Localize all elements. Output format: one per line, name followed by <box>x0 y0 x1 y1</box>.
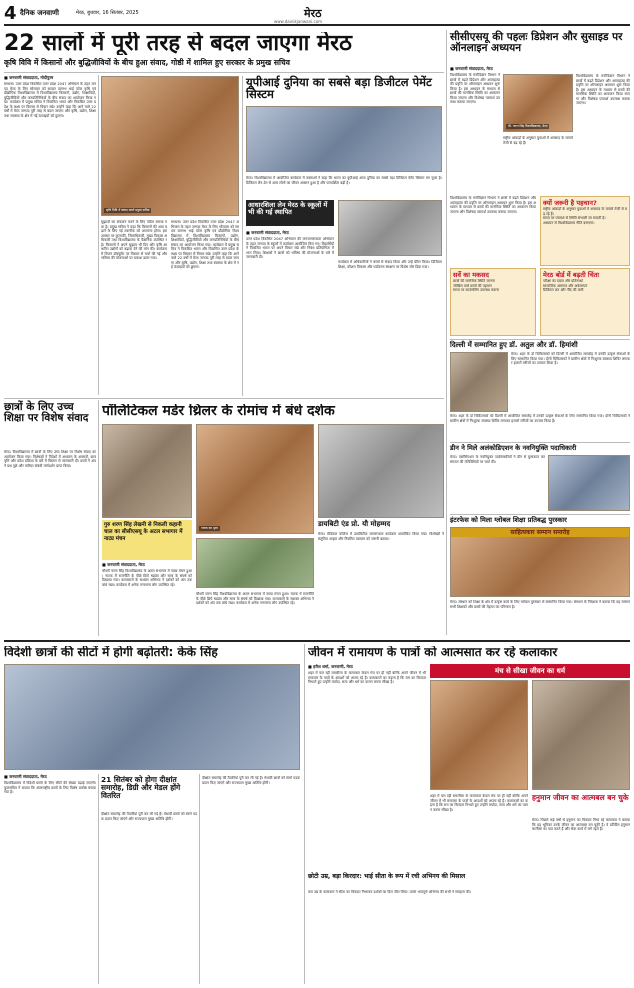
dean-headline: डीन ने मिले अलंकोडिएशन के नवनियुक्ति पदाधिकारी <box>450 444 577 452</box>
ccsu-body-3: राष्ट्रीय आंकड़ों के अनुसार युवाओं में अवसाद के मामले तेजी से बढ़ रहे हैं। <box>503 136 573 145</box>
lead-body-2: सुझावों का संकलन करने के लिए पोर्टल बनाया गया है। प्रमुख सचिव ने कहा कि किसानों की आय बढ़ाने के लिए नई तकनीक को अपनाना होगा। इस अवसर पर कुलपति, जिलाधिकारी, मुख्य विकास अधिकारी तथा विश्वविद्यालय के वैज्ञानिक उपस्थित रहे। किसानों ने अपने सुझाव भी दिए और कृषि आधारित उद्योगों को बढ़ावा देने की मांग की। कार्यक्रम में विजन डॉक्यूमेंट पर विस्तार से चर्चा की गई और भविष्य की योजनाओं पर प्रकाश डाला गया। <box>101 220 167 260</box>
ramayan-photo-2 <box>532 680 630 790</box>
ccsu-byline: ■ जनवाणी संवाददाता, मेरठ <box>450 66 493 71</box>
ramayan-byline: ■ हरीश शर्मा, जनवाणी, मेरठ <box>308 664 353 669</box>
lead-subhead: कृषि विवि में किसानों और बुद्धिजीवियों के बीच हुआ संवाद, गोष्ठी में शामिल हुए सरकार के प्रमुख सचिव <box>4 58 290 67</box>
doc-headline: डायबिटी एंड प्रो. यौ मोहम्मद <box>318 520 391 528</box>
award-headline: इंटरफेस को मिला ग्लोबल शिक्षा प्रतिबद्ध पुरस्कार <box>450 516 567 524</box>
ramayan-body: शहर में चल रही रामलीला के कलाकार केवल मंच पर ही नहीं बल्कि अपने जीवन में भी रामायण के पात्रों के आदर्शों को अपना रहे हैं। कलाकारों का कहना है कि राम का किरदार निभाते हुए उन्होंने मर्यादा, सत्य और धर्म का पालन करना सीखा है। <box>308 671 426 684</box>
foreign-body: विश्वविद्यालय में विदेशी छात्रों के लिए सीटों की संख्या बढ़ाई जाएगी। कुलसचिव ने बताया कि अंतरराष्ट्रीय छात्रों के लिए विशेष प्रकोष्ठ बनाया गया है। <box>4 781 96 794</box>
delhi-headline: दिल्ली में सम्मानित हुए डॉ. अतुल और डॉ. हिमांशी <box>450 341 578 349</box>
dean-body: मेरठ। एसोसिएशन के नवनियुक्त पदाधिकारियों ने डीन से मुलाकात कर संगठन की गतिविधियों पर चर्चा की। <box>450 455 545 464</box>
dean-photo <box>548 455 630 511</box>
students-headline: छात्रों के लिए उच्च शिक्षा पर विशेष संवाद <box>4 401 89 425</box>
goal-item: छात्रों की मानसिक स्थिति जानना <box>453 279 495 283</box>
doc-body: मेरठ। मेडिकल कॉलेज में डायबिटीज जागरूकता कार्यक्रम आयोजित किया गया। विशेषज्ञों ने संतुलित आहार और नियमित व्यायाम को जरूरी बताया। <box>318 532 444 541</box>
lead-photo: कृषि विवि में संवाद करते प्रमुख सचिव <box>101 76 239 216</box>
school-byline: ■ जनवाणी संवाददाता, मेरठ <box>246 230 289 235</box>
hanuman-body: मेरठ। पिछले कई वर्षों से हनुमान का किरदार निभा रहे कलाकार ने बताया कि यह भूमिका उनके जीवन का आत्मबल बन चुकी है। वे प्रतिदिन हनुमान चालीसा का पाठ करते हैं और सेवा कार्य में लगे रहते हैं। <box>532 818 630 831</box>
school-body: उत्तर प्रदेश विकसित 2047 अभियान की जनजागरूकता अभियान के तहत जनपद के स्कूलों में कार्यक्रम आयोजित किए गए। विद्यार्थियों ने विकसित भारत पर अपने विचार रखे और निबंध प्रतियोगिता में भाग लिया। शिक्षकों ने छात्रों को भविष्य की योजनाओं के बारे में जानकारी दी। <box>246 237 334 259</box>
ramayan-box-title: मंच से सीखा जीवन का धर्म <box>494 667 566 675</box>
foreign-headline: विदेशी छात्रों की सीटों में होगी बढ़ोतरी: केके सिंह <box>4 646 218 659</box>
delhi-body-2: मेरठ। शहर के दो चिकित्सकों को दिल्ली में आयोजित समारोह में उनकी उत्कृष्ट सेवाओं के लिए सम्मानित किया गया। दोनों चिकित्सकों ने ग्रामीण क्षेत्रों में निःशुल्क स्वास्थ्य शिविर लगाकर हजारों मरीजों का उपचार किया है। <box>450 414 630 423</box>
ccsu-body: विश्वविद्यालय के मनोविज्ञान विभाग ने छात्रों में बढ़ते डिप्रेशन और आत्महत्या की प्रवृत्ति पर ऑनलाइन अध्ययन शुरू किया है। इस अध्ययन के माध्यम से छात्रों की मानसिक स्थिति का आकलन किया जाएगा और विशेषज्ञ परामर्श उपलब्ध कराया जाएगा। <box>450 73 500 104</box>
ccsu-headline: सीसीएसयू की पहलः डिप्रेशन और सुसाइड पर ऑनलाइन अध्ययन <box>450 31 623 55</box>
thriller-sub-box <box>102 520 192 560</box>
masthead <box>4 4 630 26</box>
why-box <box>540 196 630 266</box>
ccsu-body-2: विश्वविद्यालय के मनोविज्ञान विभाग ने छात्रों में बढ़ते डिप्रेशन और आत्महत्या की प्रवृत्ति पर ऑनलाइन अध्ययन शुरू किया है। इस अध्ययन के माध्यम से छात्रों की मानसिक स्थिति का आकलन किया जाएगा और विशेषज्ञ परामर्श उपलब्ध कराया जाएगा। <box>576 74 630 105</box>
lead-body: सरधना। उत्तर प्रदेश विकसित उत्तर प्रदेश 2047 अभियान के तहत जनपद मेरठ के लिए सोमवार को सरदार वल्लभ भाई पटेल कृषि एवं प्रौद्योगिक विश्वविद्यालय में विश्वविद्यालय किसानों, उद्योग, शिक्षाविदों, बुद्धिजीवियों और जनप्रतिनिधियों के बीच संवाद का आयोजन किया गया। कार्यक्रम में प्रमुख सचिव ने विकसित भारत और विकसित उत्तर प्रदेश के लक्ष्य पर विस्तार से विचार रखे। उन्होंने कहा कि आने वाले 22 वर्षों में मेरठ जनपद पूरी तरह से बदल जाएगा और कृषि, उद्योग, शिक्षा तथा स्वास्थ्य के क्षेत्र में नई ऊंचाइयों को छुएगा। <box>4 82 96 118</box>
ramayan-photo-1 <box>430 680 528 790</box>
board-title: मेरठ बोर्ड में बढ़ती चिंता <box>543 271 600 279</box>
upi-photo <box>246 106 442 172</box>
board-item: परीक्षा का दबाव और प्रतिस्पर्धा <box>543 279 583 283</box>
paper-name: दैनिक जनवाणी <box>20 9 59 17</box>
goal-item: समय पर काउंसलिंग उपलब्ध कराना <box>453 288 500 292</box>
ramayan-box <box>430 664 630 678</box>
why-title: क्यों जरूरी है पहचान? <box>543 199 597 207</box>
thriller-byline: ■ जनवाणी संवाददाता, मेरठ <box>102 562 145 567</box>
award-body: मेरठ। संस्थान को शिक्षा के क्षेत्र में उत्कृष्ट कार्य के लिए ग्लोबल पुरस्कार से सम्मानित किया गया। संस्थान के निदेशक ने बताया कि यह सम्मान सभी शिक्षकों और छात्रों की मेहनत का परिणाम है। <box>450 600 630 609</box>
award-photo <box>450 527 630 597</box>
goal-title: सर्वे का मकसद <box>453 271 489 279</box>
ccsu-photo: चौ. चरण सिंह विश्वविद्यालय, मेरठ <box>503 74 573 132</box>
school-body-2: कार्यक्रम में अधिकारियों ने बच्चों से संवाद किया और उन्हें प्रेरित किया। डिजिटल शिक्षा, कौशल विकास और पर्यावरण संरक्षण पर विशेष जोर दिया गया। <box>338 260 442 269</box>
foreign-photo <box>4 664 300 770</box>
lead-body-3: सरधना। उत्तर प्रदेश विकसित उत्तर प्रदेश 2047 अभियान के तहत जनपद मेरठ के लिए सोमवार को सरदार वल्लभ भाई पटेल कृषि एवं प्रौद्योगिक विश्वविद्यालय में विश्वविद्यालय किसानों, उद्योग, शिक्षाविदों, बुद्धिजीवियों और जनप्रतिनिधियों के बीच संवाद का आयोजन किया गया। कार्यक्रम में प्रमुख सचिव ने विकसित भारत और विकसित उत्तर प्रदेश के लक्ष्य पर विस्तार से विचार रखे। उन्होंने कहा कि आने वाले 22 वर्षों में मेरठ जनपद पूरी तरह से बदल जाएगा और कृषि, उद्योग, शिक्षा तथा स्वास्थ्य के क्षेत्र में नई ऊंचाइयों को छुएगा। <box>171 220 239 269</box>
why-item: राष्ट्रीय आंकड़ों के अनुसार युवाओं में अवसाद के मामले तेजी से बढ़ रहे हैं। <box>543 207 627 216</box>
foreign-sub: 21 सितंबर को होगा दीक्षांत समारोह, डिग्री और मेडल होंगे वितरित <box>101 775 181 800</box>
school-headline: आधारशिला लेन मेरठ के स्कूलों में भी की गई स्थापित <box>248 201 328 216</box>
thriller-body-2: चौधरी चरण सिंह विश्वविद्यालय के अटल सभागार में नाट्य मंचन हुआ। नाटक में राजनीति के पीछे छिपे षड्यंत्र और सत्ता के संघर्ष को दिखाया गया। कलाकारों के सशक्त अभिनय ने दर्शकों को अंत तक बांधे रखा। कार्यक्रम में अनेक गणमान्य लोग उपस्थित रहे। <box>196 592 314 605</box>
foreign-body-3: दीक्षांत समारोह की तैयारियां पूरी कर ली गई हैं। मेधावी छात्रों को स्वर्ण पदक प्रदान किए जाएंगे और राज्यपाल मुख्य अतिथि होंगी। <box>202 776 300 785</box>
thriller-body: चौधरी चरण सिंह विश्वविद्यालय के अटल सभागार में नाट्य मंचन हुआ। नाटक में राजनीति के पीछे छिपे षड्यंत्र और सत्ता के संघर्ष को दिखाया गया। कलाकारों के सशक्त अभिनय ने दर्शकों को अंत तक बांधे रखा। कार्यक्रम में अनेक गणमान्य लोग उपस्थित रहे। <box>102 569 192 587</box>
students-body: मेरठ। विश्वविद्यालय में छात्रों के लिए उच्च शिक्षा पर विशेष संवाद का आयोजन किया गया। विशेषज्ञों ने विदेशों में अध्ययन के अवसरों, छात्रवृत्ति और प्रवेश प्रक्रिया के बारे में विस्तार से जानकारी दी। छात्रों ने अपने प्रश्न पूछे और करियर संबंधी मार्गदर्शन प्राप्त किया। <box>4 450 96 468</box>
thriller-photo-1 <box>102 424 192 518</box>
thriller-photo-2: नाटक का दृश्य <box>196 424 314 534</box>
ramayan-sub: छोटी उम्र, बड़ा किरदार: भाई सीता के रूप में रची अभिनय की मिसाल <box>308 873 466 880</box>
why-item: समय पर परामर्श से स्थिति संभाली जा सकती है। <box>543 216 606 220</box>
goal-item: जोखिम वाले छात्रों की पहचान <box>453 283 492 288</box>
board-box <box>540 268 630 336</box>
paper-meta: मेरठ, बुधवार, 16 सितंबर, 2025 <box>76 10 139 16</box>
thriller-photo-3 <box>318 424 444 518</box>
board-item: डिजिटल लत और नींद की कमी <box>543 288 584 292</box>
lead-byline: ■ जनवाणी संवाददाता, मोदीपुरम <box>4 75 54 80</box>
thriller-headline: पॉलिटिकल मर्डर थ्रिलर के रोमांच में बंधे दर्शक <box>102 404 335 419</box>
site-url: www.dainikjanwani.com <box>274 19 323 24</box>
delhi-photo <box>450 352 508 412</box>
award-banner: साहित्यकार सम्मान समारोह <box>451 528 629 537</box>
upi-headline: यूपीआई दुनिया का सबसे बड़ा डिजीटल पेमेंट सिस्टम <box>246 75 432 102</box>
goal-box <box>450 268 536 336</box>
hanuman-headline: हनुमान जीवन का आत्मबल बन चुके <box>532 793 629 802</box>
school-photo <box>338 200 442 256</box>
ramayan-body-2: कम उम्र के कलाकार ने सीता का किरदार निभाकर दर्शकों का दिल जीत लिया। उनके भावपूर्ण अभिनय की सभी ने सराहना की। <box>308 890 471 894</box>
thriller-sub: गुरु शरण सिंह लेखनी से निकली कहानी चाल का सीसीएसयू के अटल सभागार में नाट्य मंचन <box>104 522 183 542</box>
school-headline-box <box>246 200 334 226</box>
upi-body: मेरठ। विश्वविद्यालय में आयोजित कार्यक्रम में वक्ताओं ने कहा कि भारत का यूपीआई आज दुनिया का सबसे बड़ा डिजिटल पेमेंट सिस्टम बन चुका है। डिजिटल लेन-देन से आम लोगों का जीवन आसान हुआ है और पारदर्शिता बढ़ी है। <box>246 176 442 185</box>
ramayan-body-3: शहर में चल रही रामलीला के कलाकार केवल मंच पर ही नहीं बल्कि अपने जीवन में भी रामायण के पात्रों के आदर्शों को अपना रहे हैं। कलाकारों का कहना है कि राम का किरदार निभाते हुए उन्होंने मर्यादा, सत्य और धर्म का पालन करना सीखा है। <box>430 794 528 812</box>
ramayan-headline: जीवन में रामायण के पात्रों को आत्मसात कर रहे कलाकार <box>308 646 558 659</box>
delhi-body: मेरठ। शहर के दो चिकित्सकों को दिल्ली में आयोजित समारोह में उनकी उत्कृष्ट सेवाओं के लिए सम्मानित किया गया। दोनों चिकित्सकों ने ग्रामीण क्षेत्रों में निःशुल्क स्वास्थ्य शिविर लगाकर हजारों मरीजों का उपचार किया है। <box>511 352 630 365</box>
why-item: अध्ययन से विश्वविद्यालय नीति बनाएगा। <box>543 220 595 225</box>
foreign-byline: ■ जनवाणी संवाददाता, मेरठ <box>4 774 47 779</box>
board-item: सामाजिक अलगाव और अकेलापन <box>543 283 588 288</box>
page-number: 4 <box>4 3 17 24</box>
lead-headline: 22 सालों में पूरी तरह से बदल जाएगा मेरठ <box>4 32 352 56</box>
thriller-photo-4 <box>196 538 314 588</box>
foreign-body-2: दीक्षांत समारोह की तैयारियां पूरी कर ली गई हैं। मेधावी छात्रों को स्वर्ण पदक प्रदान किए जाएंगे और राज्यपाल मुख्य अतिथि होंगी। <box>101 812 197 821</box>
ccsu-body-4: विश्वविद्यालय के मनोविज्ञान विभाग ने छात्रों में बढ़ते डिप्रेशन और आत्महत्या की प्रवृत्ति पर ऑनलाइन अध्ययन शुरू किया है। इस अध्ययन के माध्यम से छात्रों की मानसिक स्थिति का आकलन किया जाएगा और विशेषज्ञ परामर्श उपलब्ध कराया जाएगा। <box>450 196 536 214</box>
city-name: मेरठ <box>304 7 322 20</box>
